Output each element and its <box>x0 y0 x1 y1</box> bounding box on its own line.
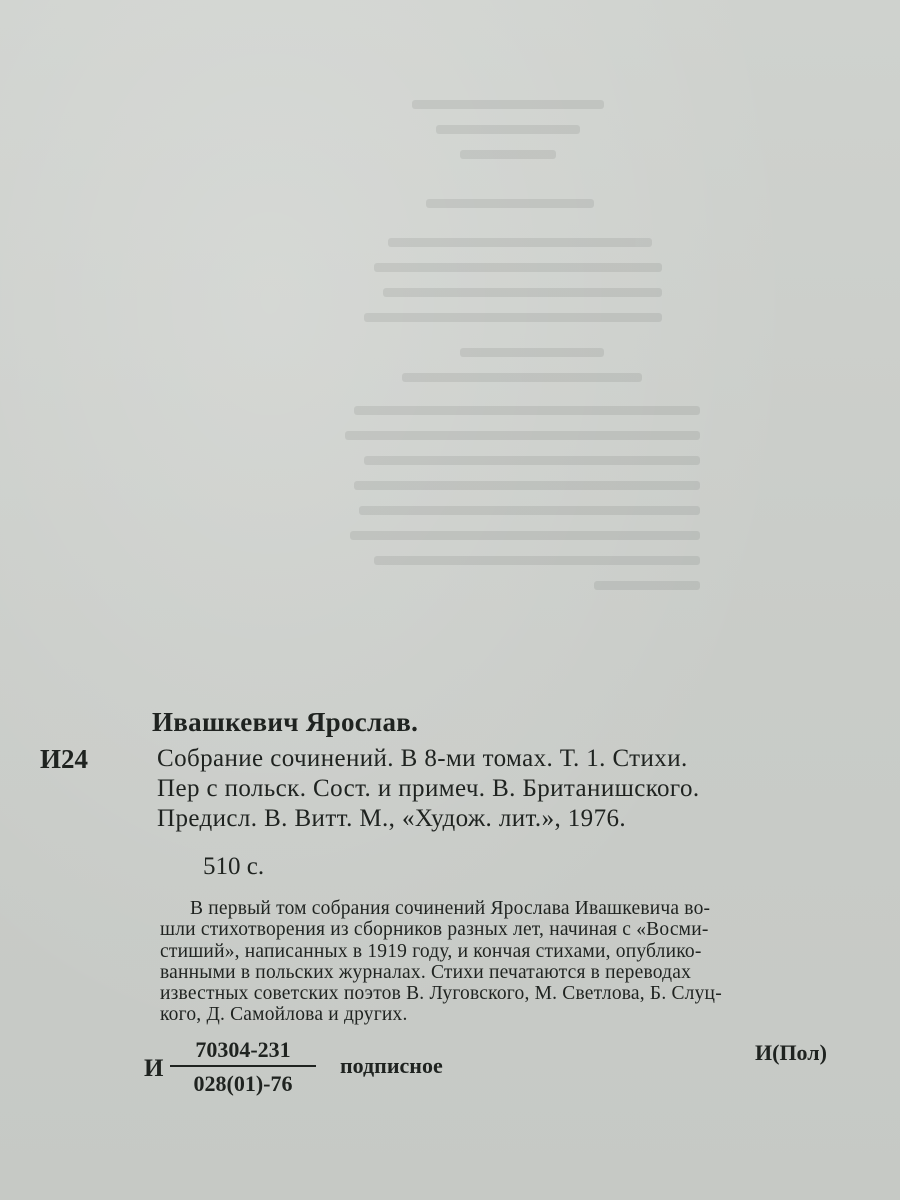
imprint-denominator: 028(01)-76 <box>193 1071 293 1096</box>
call-code: И24 <box>40 744 89 774</box>
author-name: Ивашкевич Ярослав. <box>152 707 419 737</box>
page-count: 510 с. <box>203 853 265 880</box>
annotation-line-4: ванными в польских журналах. Стихи печатаются в переводах <box>160 962 692 983</box>
annotation-line-1: В первый том собрания сочинений Ярослава Ивашкевича во- <box>190 898 711 919</box>
imprint-letter: И <box>144 1055 164 1082</box>
title-line-2: Пер с польск. Сост. и примеч. В. Британишского. <box>157 775 700 802</box>
annotation-line-6: кого, Д. Самойлова и других. <box>160 1004 408 1025</box>
fraction-bar <box>170 1065 316 1067</box>
annotation-line-2: шли стихотворения из сборников разных лет, начиная с «Восми- <box>160 919 709 940</box>
bleed-through-text <box>220 100 700 620</box>
imprint-fraction <box>170 1037 316 1097</box>
subscription-label: подписное <box>340 1053 443 1078</box>
annotation-line-3: стиший», написанных в 1919 году, и кончая стихами, опублико- <box>160 941 702 962</box>
annotation-line-5: известных советских поэтов В. Луговского, М. Светлова, Б. Слуц- <box>160 983 722 1004</box>
title-line-1: Собрание сочинений. В 8-ми томах. Т. 1. Стихи. <box>157 745 688 772</box>
classification-code: И(Пол) <box>755 1040 827 1065</box>
imprint-numerator: 70304-231 <box>195 1037 291 1062</box>
title-line-3: Предисл. В. Витт. М., «Худож. лит.», 1976. <box>157 805 627 832</box>
